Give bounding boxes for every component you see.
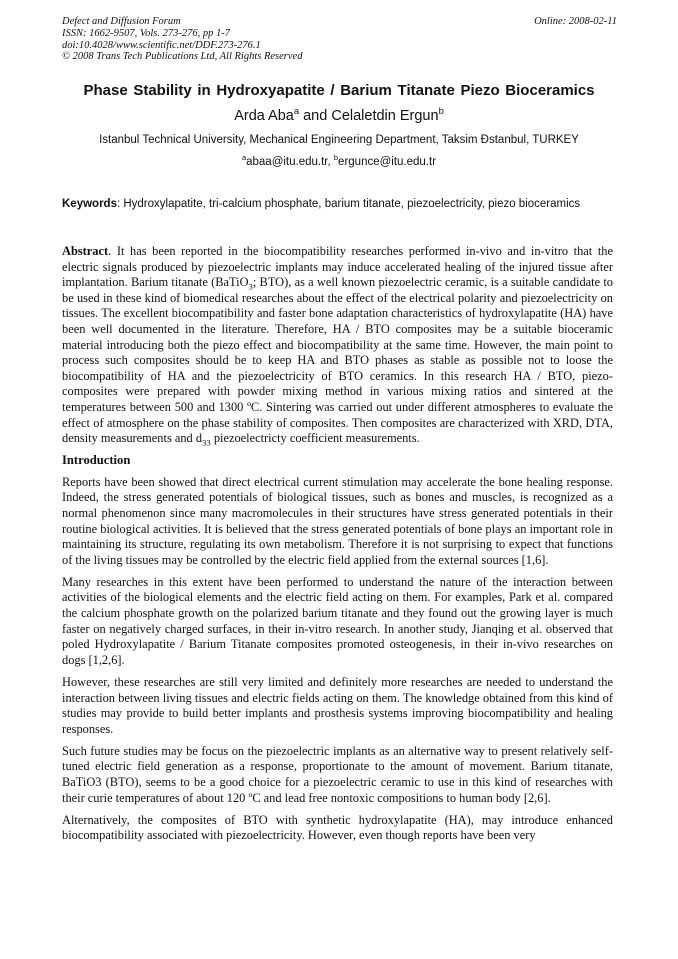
abstract (62, 244, 613, 447)
intro-paragraph-5: Alternatively, the composites of BTO with synthetic hydroxylapatite (HA), may introduce enhanced biocompatibility associated with piezoelectricity. However, even though reports have been very (62, 812, 613, 843)
abstract-label: Abstract (62, 244, 109, 258)
intro-paragraph-3: However, these researches are still very limited and definitely more researches are needed to understand the interaction between living tissues and electric fields acting on them. The knowledge obtained from this kind of studies may provide to build better implants and prosthesis systems improving biocompatibility and healing responses. (62, 674, 613, 736)
paper-title: Phase Stability in Hydroxyapatite / Barium Titanate Piezo Bioceramics (83, 82, 595, 99)
author-1-affil-mark: a (293, 105, 300, 117)
journal-name: Defect and Diffusion Forum (62, 16, 181, 27)
introduction-heading: Introduction (62, 453, 131, 468)
intro-paragraph-2: Many researches in this extent have been performed to understand the nature of the interaction between activities of the biological elements and the electric field acting on them. For examples, Park et al. compared the calcium phosphate growth on the polarized barium titanate and they found out the growing layer is much faster on negatively charged surfaces, in their in-vitro research. In another study, Jianqing et al. observed that poled Hydroxylapatite / Barium Titanate composites promoted osteogenesis, in their in-vivo researches on dogs [1,2,6]. (62, 574, 613, 667)
affiliation: Istanbul Technical University, Mechanical Engineering Department, Taksim Đstanbul, TURKEY (99, 134, 579, 146)
journal-issn: ISSN: 1662-9507, Vols. 273-276, pp 1-7 (62, 27, 230, 39)
paper-body (62, 244, 613, 850)
intro-paragraph-1: Reports have been showed that direct electrical current stimulation may accelerate the bone healing response. Indeed, the stress generated potentials of biological tissues, such as bones and muscles, is recognized as a normal phenomenon since many macromolecules in their structures have stress generated potentials in their routine biological activities. It is believed that the stress generated potentials of bone plays an important role in maintaining its structure, regulating its own metabolism. Therefore it is not surprising to expect that functions of the living tissues may be controlled by the electric field applied from the external sources [1,6]. (62, 474, 613, 567)
journal-header (62, 16, 617, 63)
intro-paragraph-4: Such future studies may be focus on the piezoelectric implants as an alternative way to present relatively self-tuned electric field generation as a response, proportionate to the amount of movement. Barium titanate, BaTiO3 (BTO), seems to be a good choice for a piezoelectric ceramic to use in this kind of researches with their curie temperatures of about 120 ºC and lead free nontoxic compositions to human body [2,6]. (62, 743, 613, 805)
author-emails (40, 153, 638, 168)
abstract-subscript-3: 3 (248, 281, 253, 292)
abstract-subscript-33: 33 (202, 437, 211, 448)
journal-doi: doi:10.4028/www.scientific.net/DDF.273-276.1 (62, 39, 261, 51)
keywords-label: Keywords (62, 198, 117, 210)
abstract-text-3: piezoelectricty coefficient measurements. (210, 431, 420, 446)
author-conjunction: and (299, 108, 332, 124)
email-b-mark: b (333, 153, 339, 163)
email-a: abaa@itu.edu.tr, (246, 156, 334, 168)
author-line (40, 105, 638, 124)
abstract-text-2: ; BTO), as a well known piezoelectric ceramic, is a suitable candidate to be used in these kind of biomedical researches about the effect of the electrical polarity and piezoelectricity on tissues. The excellent biocompatibility and faster bone adaptation characteristics of hydroxylapatite (HA) have been well documented in the literature. Therefore, HA / BTO composites may be a suitable bioceramic material introducing both the piezo effect and biocompatibility at the same time. However, the main point to process such composites should be to keep HA and BTO phases as stable as possible not to loose the biocompatibility of HA and the piezoelectricity of BTO ceramics. In this research HA / BTO, piezo-composites were prepared with powder mixing method in various mixing ratios and sintered at the temperatures between 500 and 1300 ºC. Sintering was carried out under different atmospheres to evaluate the effect of atmosphere on the phase stability of composites. Then composites are characterized with XRD, DTA, density measurements and d (62, 275, 613, 446)
keywords-text: : Hydroxylapatite, tri-calcium phosphate, barium titanate, piezoelectricity, piezo bioceramics (116, 198, 581, 210)
keywords (62, 197, 613, 212)
online-date: Online: 2008-02-11 (534, 16, 617, 27)
email-b: ergunce@itu.edu.tr (338, 156, 437, 168)
journal-copyright: © 2008 Trans Tech Publications Ltd, All Rights Reserved (62, 51, 303, 63)
author-1: Arda Aba (234, 108, 294, 124)
author-2-affil-mark: b (438, 105, 444, 117)
abstract-text-1: . It has been reported in the biocompatibility researches performed in-vivo and in-vitro that the electric signals produced by piezoelectric implants may induce accelerated healing of the injured tissue after implantation. Barium titanate (BaTiO (62, 244, 613, 290)
author-2: Celaletdin Ergun (331, 108, 439, 124)
email-a-mark: a (241, 153, 247, 163)
